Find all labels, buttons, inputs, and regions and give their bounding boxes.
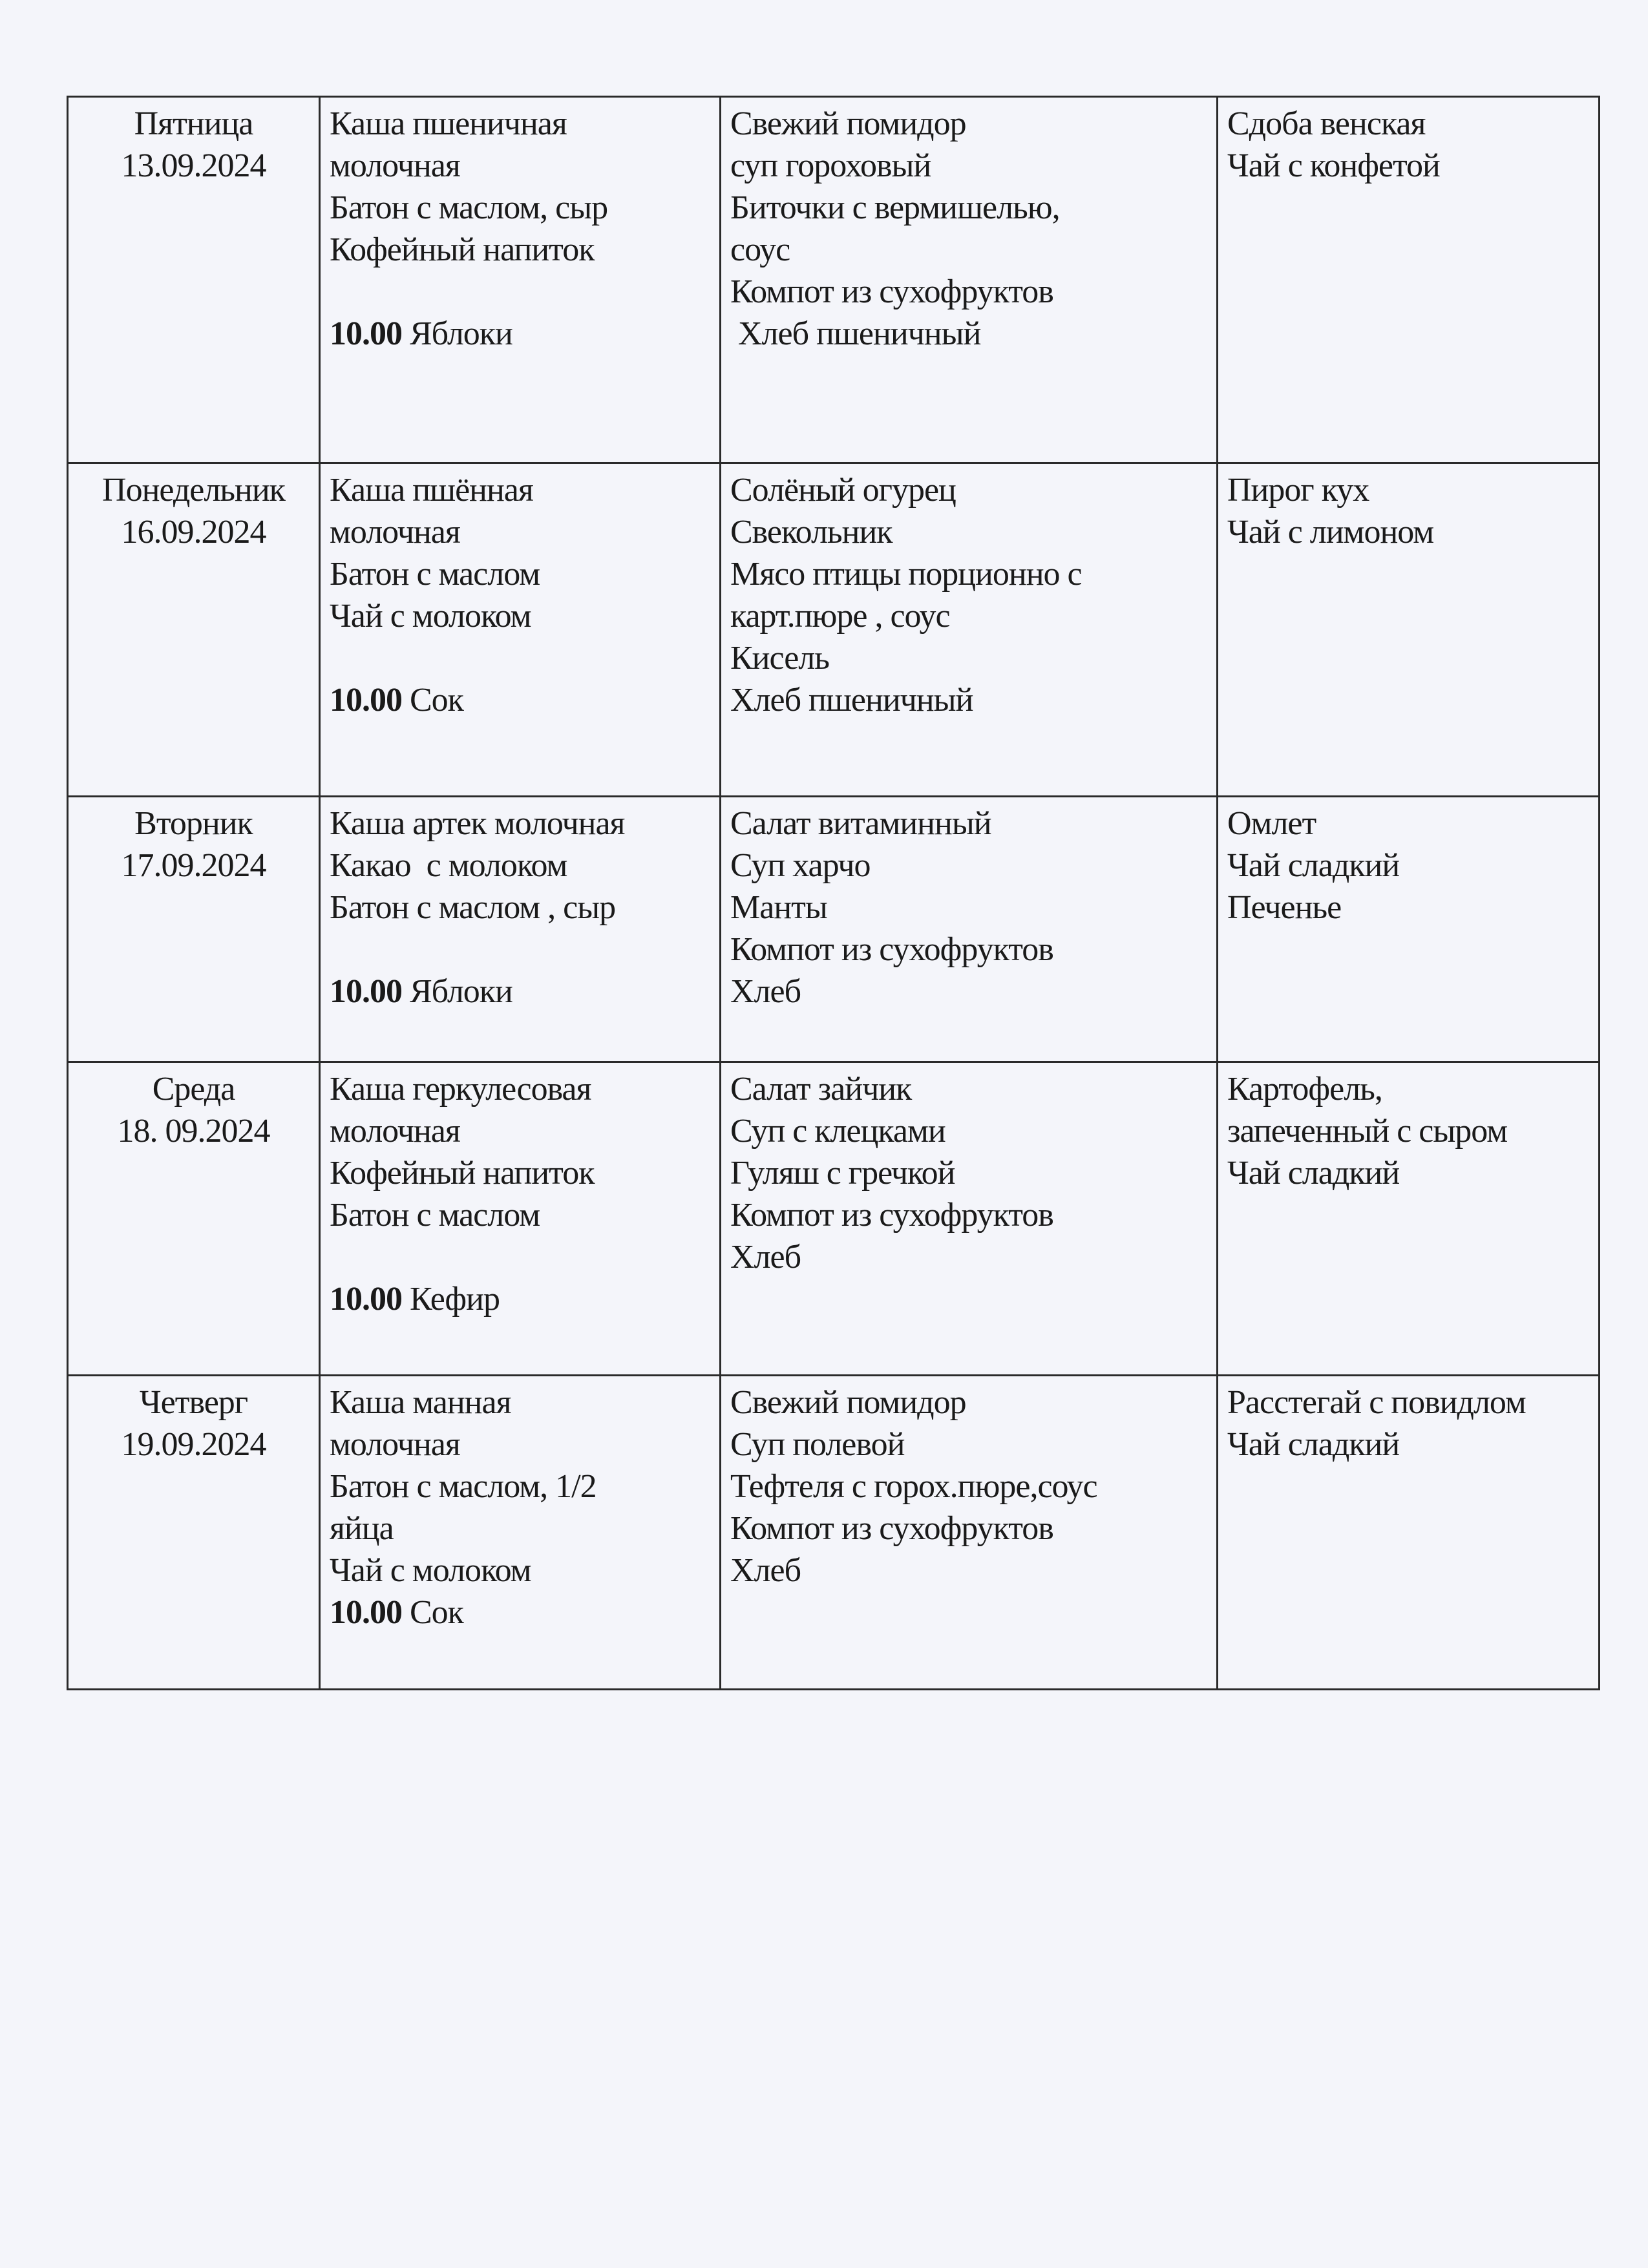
lunch-cell <box>721 97 1218 463</box>
menu-item: Расстегай с повидлом <box>1227 1384 1526 1421</box>
menu-row <box>68 797 1600 1062</box>
menu-item: Свежий помидор <box>730 1384 966 1421</box>
menu-item: Сдоба венская <box>1227 105 1426 142</box>
menu-item: Хлеб <box>730 1552 801 1589</box>
spacer <box>330 271 710 313</box>
second-breakfast <box>330 1278 710 1320</box>
second-breakfast <box>330 679 710 721</box>
day-name: Четверг <box>139 1384 248 1421</box>
menu-item: Свекольник <box>730 514 893 551</box>
menu-item: Каша пшённая <box>330 472 533 509</box>
menu-item: Печенье <box>1227 889 1342 926</box>
menu-item: Омлет <box>1227 805 1316 842</box>
lunch-cell <box>721 1062 1218 1376</box>
menu-item: Картофель, <box>1227 1071 1382 1108</box>
menu-item: суп гороховый <box>730 147 931 184</box>
snack-item: Кефир <box>410 1281 500 1318</box>
day-date: 17.09.2024 <box>121 847 266 884</box>
menu-item: молочная <box>330 1426 460 1463</box>
breakfast-cell <box>320 97 721 463</box>
menu-item: Компот из сухофруктов <box>730 931 1053 968</box>
menu-item: карт.пюре , соус <box>730 598 950 635</box>
menu-item: запеченный с сыром <box>1227 1113 1508 1150</box>
menu-item: Каша пшеничная <box>330 105 567 142</box>
menu-item: Кофейный напиток <box>330 231 595 268</box>
snack-time: 10.00 <box>330 1594 402 1631</box>
menu-item: Суп с клецками <box>730 1113 945 1150</box>
spacer <box>330 929 710 971</box>
menu-item: Чай с конфетой <box>1227 147 1440 184</box>
day-date: 13.09.2024 <box>121 147 266 184</box>
menu-row <box>68 97 1600 463</box>
menu-item: Чай сладкий <box>1227 847 1400 884</box>
menu-item: Пирог кух <box>1227 472 1369 509</box>
menu-item: молочная <box>330 147 460 184</box>
menu-item: Чай сладкий <box>1227 1426 1400 1463</box>
breakfast-cell <box>320 463 721 797</box>
menu-item: Манты <box>730 889 827 926</box>
menu-item: Кисель <box>730 640 829 677</box>
spacer <box>330 1236 710 1278</box>
second-breakfast <box>330 313 710 355</box>
day-date: 16.09.2024 <box>121 514 266 551</box>
snack-item: Сок <box>410 682 463 719</box>
menu-item: молочная <box>330 514 460 551</box>
menu-item: Чай с лимоном <box>1227 514 1434 551</box>
menu-row <box>68 463 1600 797</box>
menu-item: Салат витаминный <box>730 805 991 842</box>
menu-item: Хлеб пшеничный <box>730 315 981 352</box>
day-date: 19.09.2024 <box>121 1426 266 1463</box>
menu-item: Какао с молоком <box>330 847 567 884</box>
menu-item: Свежий помидор <box>730 105 966 142</box>
menu-item: Биточки с вермишелью, <box>730 189 1060 226</box>
menu-item: Батон с маслом, 1/2 <box>330 1468 597 1505</box>
afternoon-snack-cell <box>1218 1062 1600 1376</box>
menu-item: Батон с маслом <box>330 556 540 593</box>
snack-item: Яблоки <box>410 315 512 352</box>
menu-item: Батон с маслом, сыр <box>330 189 608 226</box>
day-cell <box>68 1062 320 1376</box>
afternoon-snack-cell <box>1218 97 1600 463</box>
menu-item: Чай с молоком <box>330 598 531 635</box>
menu-item: Компот из сухофруктов <box>730 1510 1053 1547</box>
menu-item: Суп харчо <box>730 847 871 884</box>
menu-item: Батон с маслом , сыр <box>330 889 616 926</box>
menu-item: Батон с маслом <box>330 1197 540 1234</box>
snack-time: 10.00 <box>330 682 402 719</box>
lunch-cell <box>721 797 1218 1062</box>
menu-item: соус <box>730 231 790 268</box>
day-name: Пятница <box>134 105 253 142</box>
day-name: Понедельник <box>102 472 285 509</box>
menu-item: Чай с молоком <box>330 1552 531 1589</box>
afternoon-snack-cell <box>1218 1376 1600 1690</box>
menu-item: Суп полевой <box>730 1426 905 1463</box>
menu-item: Каша геркулесовая <box>330 1071 591 1108</box>
afternoon-snack-cell <box>1218 797 1600 1062</box>
day-cell <box>68 797 320 1062</box>
menu-item: Мясо птицы порционно с <box>730 556 1082 593</box>
menu-row <box>68 1062 1600 1376</box>
lunch-cell <box>721 1376 1218 1690</box>
menu-row <box>68 1376 1600 1690</box>
snack-time: 10.00 <box>330 1281 402 1318</box>
day-cell <box>68 463 320 797</box>
menu-item: Хлеб <box>730 1239 801 1276</box>
menu-item: Каша артек молочная <box>330 805 625 842</box>
snack-item: Яблоки <box>410 973 512 1010</box>
weekly-menu-table <box>67 96 1600 1690</box>
menu-item: молочная <box>330 1113 460 1150</box>
day-name: Среда <box>152 1071 235 1108</box>
menu-item: Чай сладкий <box>1227 1155 1400 1192</box>
afternoon-snack-cell <box>1218 463 1600 797</box>
lunch-cell <box>721 463 1218 797</box>
menu-item: Салат зайчик <box>730 1071 912 1108</box>
breakfast-cell <box>320 1376 721 1690</box>
menu-item: Компот из сухофруктов <box>730 1197 1053 1234</box>
menu-item: Кофейный напиток <box>330 1155 595 1192</box>
snack-item: Сок <box>410 1594 463 1631</box>
menu-item: Солёный огурец <box>730 472 956 509</box>
day-cell <box>68 97 320 463</box>
menu-item: Компот из сухофруктов <box>730 273 1053 310</box>
day-name: Вторник <box>134 805 253 842</box>
second-breakfast <box>330 1591 710 1633</box>
breakfast-cell <box>320 797 721 1062</box>
spacer <box>330 637 710 679</box>
menu-item: Хлеб <box>730 973 801 1010</box>
snack-time: 10.00 <box>330 315 402 352</box>
menu-item: яйца <box>330 1510 394 1547</box>
day-cell <box>68 1376 320 1690</box>
menu-item: Хлеб пшеничный <box>730 682 973 719</box>
menu-item: Каша манная <box>330 1384 511 1421</box>
second-breakfast <box>330 971 710 1013</box>
menu-item: Гуляш с гречкой <box>730 1155 955 1192</box>
breakfast-cell <box>320 1062 721 1376</box>
snack-time: 10.00 <box>330 973 402 1010</box>
menu-item: Тефтеля с горох.пюре,соус <box>730 1468 1097 1505</box>
day-date: 18. 09.2024 <box>117 1113 270 1150</box>
